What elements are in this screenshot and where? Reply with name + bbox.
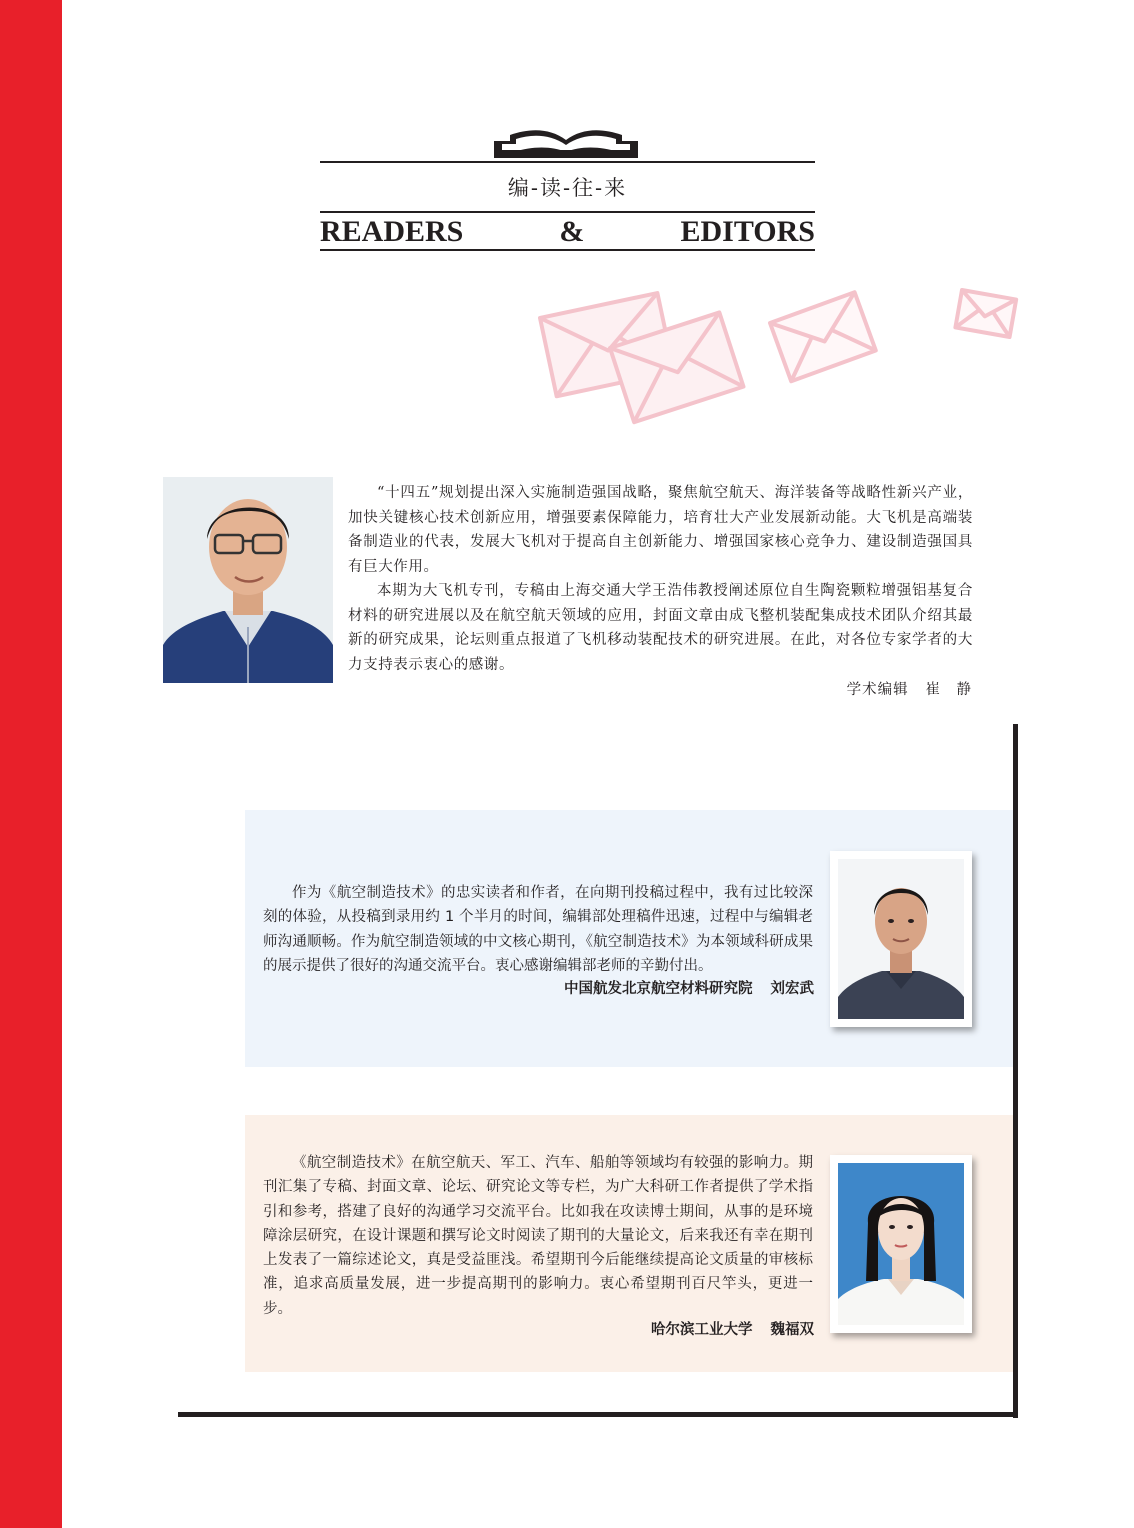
reader-letter-text: [263, 1151, 813, 1321]
frame-line-bottom: [178, 1412, 1018, 1417]
reader-signature: [651, 1318, 814, 1339]
envelopes-decoration: [530, 278, 1030, 448]
title-word: EDITORS: [680, 215, 815, 248]
reader-letter-text: [263, 881, 813, 978]
header-rule-bottom: [320, 249, 815, 251]
reader-photo: [838, 1163, 964, 1325]
reader-photo-card: [830, 1155, 972, 1333]
reader-name: 刘宏武: [770, 981, 814, 997]
reader-affiliation: 哈尔滨工业大学: [651, 1322, 753, 1338]
editor-paragraph: “十四五”规划提出深入实施制造强国战略，聚焦航空航天、海洋装备等战略性新兴产业，加快关键核心技术创新应用，增强要素保障能力，培育壮大产业发展新动能。大飞机是高端装备制造业的代表，发展大飞机对于提高自主创新能力、增强国家核心竞争力、建设制造强国具有巨大作用。: [348, 485, 973, 575]
editor-role: 学术编辑: [846, 682, 909, 698]
red-side-bar: [0, 0, 62, 1528]
section-title-cn: 编-读-往-来: [507, 176, 628, 200]
title-word: READERS: [320, 215, 464, 248]
letter-paragraph: 作为《航空制造技术》的忠实读者和作者，在向期刊投稿过程中，我有过比较深刻的体验，从投稿到录用约 1 个半月的时间，编辑部处理稿件迅速，过程中与编辑老师沟通顺畅。作为航空制造领域的中文核心期刊，《航空制造技术》为本领域科研成果的展示提供了很好的沟通交流平台。衷心感谢编辑部老师的辛勤付出。: [263, 885, 813, 974]
editor-photo: [163, 477, 333, 683]
reader-signature: [564, 977, 814, 998]
reader-affiliation: 中国航发北京航空材料研究院: [564, 981, 753, 997]
letter-paragraph: 《航空制造技术》在航空航天、军工、汽车、船舶等领域均有较强的影响力。期刊汇集了专稿、封面文章、论坛、研究论文等专栏，为广大科研工作者提供了学术指引和参考，搭建了良好的沟通学习交流平台。比如我在攻读博士期间，从事的是环境障涂层研究，在设计课题和撰写论文时阅读了期刊的大量论文，后来我还有幸在期刊上发表了一篇综述论文，真是受益匪浅。希望期刊今后能继续提高论文质量的审核标准，追求高质量发展，进一步提高期刊的影响力。衷心希望期刊百尺竿头，更进一步。: [263, 1155, 813, 1317]
header-rule-middle: [320, 211, 815, 213]
frame-line-right: [1013, 724, 1018, 1418]
reader-photo: [838, 859, 964, 1019]
editor-note-text: [348, 481, 973, 677]
header-rule-top: [320, 161, 815, 163]
editor-name: 崔 静: [925, 682, 972, 698]
editor-paragraph: 本期为大飞机专刊，专稿由上海交通大学王浩伟教授阐述原位自生陶瓷颗粒增强铝基复合材料的研究进展以及在航空航天领域的应用，封面文章由成飞整机装配集成技术团队介绍其最新的研究成果，论坛则重点报道了飞机移动装配技术的研究进展。在此，对各位专家学者的大力支持表示衷心的感谢。: [348, 583, 973, 673]
section-title-en: [320, 214, 815, 250]
open-book-icon: [490, 128, 642, 160]
reader-name: 魏福双: [770, 1322, 814, 1338]
editor-signature: [847, 678, 972, 699]
title-word: &: [559, 215, 585, 248]
reader-photo-card: [830, 851, 972, 1027]
